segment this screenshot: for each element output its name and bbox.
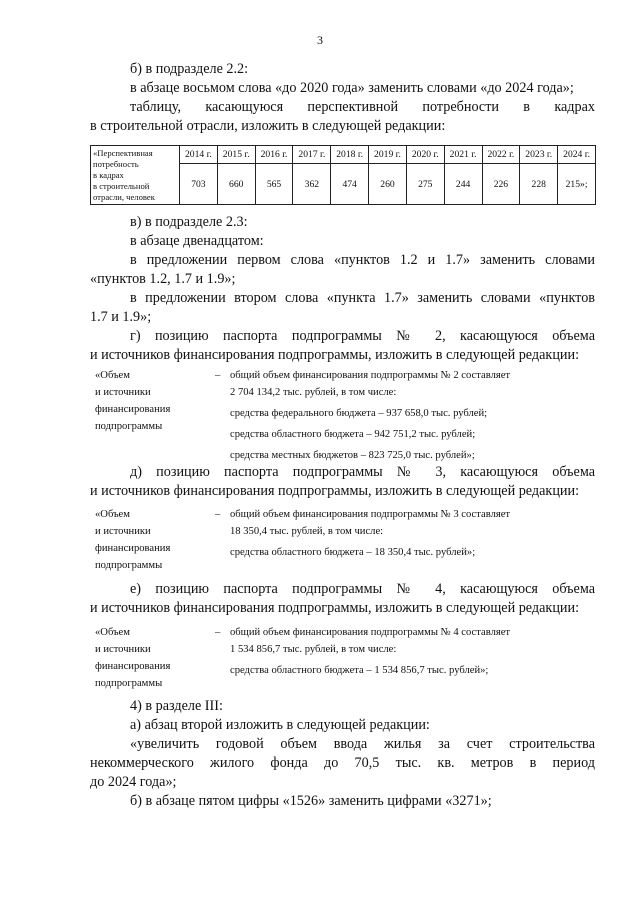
passport-value-line: средства местных бюджетов – 823 725,0 тыс. рублей»; bbox=[230, 450, 475, 461]
passport-label-line: подпрограммы bbox=[95, 678, 163, 689]
paragraph-abzac-12: в абзаце двенадцатом: bbox=[130, 233, 264, 249]
passport-value-line: общий объем финансирования подпрограммы № 3 составляет bbox=[230, 509, 511, 520]
table-row-header bbox=[91, 146, 180, 205]
value-cell: 703 bbox=[180, 164, 218, 205]
passport-label-line: подпрограммы bbox=[95, 421, 163, 432]
year-cell: 2015 г. bbox=[217, 146, 255, 164]
paragraph-item-b: б) в абзаце пятом цифры «1526» заменить цифрами «3271»; bbox=[130, 793, 492, 809]
paragraph-item-a: а) абзац второй изложить в следующей редакции: bbox=[130, 717, 430, 733]
row-header-line: отрасли, человек bbox=[93, 191, 155, 202]
paragraph-table-intro-1: таблицу, касающуюся перспективной потребности в кадрах bbox=[130, 99, 595, 115]
year-cell: 2020 г. bbox=[406, 146, 444, 164]
value-cell: 362 bbox=[293, 164, 331, 205]
paragraph-sentence-2-a: в предложении втором слова «пункта 1.7» заменить словами «пунктов bbox=[130, 290, 595, 306]
paragraph-section-3: 4) в разделе III: bbox=[130, 698, 223, 714]
year-cell: 2022 г. bbox=[482, 146, 520, 164]
passport-value-line: средства федерального бюджета – 937 658,0 тыс. рублей; bbox=[230, 408, 488, 419]
passport-label-line: и источники bbox=[95, 644, 151, 655]
passport-label bbox=[95, 506, 205, 574]
passport-value-line: средства областного бюджета – 1 534 856,7 тыс. рублей»; bbox=[230, 665, 489, 676]
year-cell: 2023 г. bbox=[520, 146, 558, 164]
passport-label-line: «Объем bbox=[95, 509, 130, 520]
year-cell: 2024 г. bbox=[558, 146, 596, 164]
value-cell: 244 bbox=[444, 164, 482, 205]
staff-needs-table bbox=[90, 145, 596, 205]
year-cell: 2019 г. bbox=[369, 146, 407, 164]
passport-value-line: общий объем финансирования подпрограммы № 4 составляет bbox=[230, 627, 511, 638]
year-cell: 2018 г. bbox=[331, 146, 369, 164]
paragraph-sentence-1-b: «пунктов 1.2, 1.7 и 1.9»; bbox=[90, 271, 236, 287]
passport-label-line: «Объем bbox=[95, 370, 130, 381]
passport-value-line: средства областного бюджета – 942 751,2 тыс. рублей; bbox=[230, 429, 476, 440]
row-header-line: в кадрах bbox=[93, 169, 124, 180]
passport-value-line: 2 704 134,2 тыс. рублей, в том числе: bbox=[230, 387, 397, 398]
year-cell: 2016 г. bbox=[255, 146, 293, 164]
passport-label-line: финансирования bbox=[95, 404, 171, 415]
year-cell: 2017 г. bbox=[293, 146, 331, 164]
paragraph-item-d-b: и источников финансирования подпрограммы, изложить в следующей редакции: bbox=[90, 483, 580, 499]
passport-label-line: финансирования bbox=[95, 543, 171, 554]
passport-label-line: «Объем bbox=[95, 627, 130, 638]
value-cell: 660 bbox=[217, 164, 255, 205]
passport-values bbox=[230, 367, 600, 464]
paragraph-quote-1: «увеличить годовой объем ввода жилья за счет строительства bbox=[130, 736, 595, 752]
value-cell: 228 bbox=[520, 164, 558, 205]
passport-label bbox=[95, 624, 205, 692]
passport-value-line: общий объем финансирования подпрограммы № 2 составляет bbox=[230, 370, 511, 381]
paragraph-abzac-8: в абзаце восьмом слова «до 2020 года» заменить словами «до 2024 года»; bbox=[130, 80, 574, 96]
value-cell: 215»; bbox=[558, 164, 596, 205]
year-cell: 2014 г. bbox=[180, 146, 218, 164]
value-cell: 260 bbox=[369, 164, 407, 205]
paragraph-subsection-2-2: б) в подразделе 2.2: bbox=[130, 61, 249, 77]
table-header-row bbox=[91, 146, 596, 164]
page-number: 3 bbox=[317, 33, 323, 47]
passport-label-line: финансирования bbox=[95, 661, 171, 672]
value-cell: 565 bbox=[255, 164, 293, 205]
passport-value-line: 1 534 856,7 тыс. рублей, в том числе: bbox=[230, 644, 397, 655]
paragraph-subsection-2-3: в) в подразделе 2.3: bbox=[130, 214, 248, 230]
paragraph-item-g-b: и источников финансирования подпрограммы, изложить в следующей редакции: bbox=[90, 347, 580, 363]
passport-dash: – bbox=[215, 370, 221, 381]
paragraph-sentence-2-b: 1.7 и 1.9»; bbox=[90, 309, 152, 325]
row-header-line: потребность bbox=[93, 158, 139, 169]
year-cell: 2021 г. bbox=[444, 146, 482, 164]
passport-value-line: 18 350,4 тыс. рублей, в том числе: bbox=[230, 526, 384, 537]
passport-value-line: средства областного бюджета – 18 350,4 тыс. рублей»; bbox=[230, 547, 476, 558]
paragraph-item-e-b: и источников финансирования подпрограммы, изложить в следующей редакции: bbox=[90, 600, 580, 616]
passport-label bbox=[95, 367, 205, 435]
paragraph-item-g-a: г) позицию паспорта подпрограммы № 2, касающуюся объема bbox=[130, 328, 595, 344]
value-cell: 474 bbox=[331, 164, 369, 205]
passport-values bbox=[230, 624, 600, 679]
passport-label-line: и источники bbox=[95, 387, 151, 398]
paragraph-item-e-a: е) позицию паспорта подпрограммы № 4, касающуюся объема bbox=[130, 581, 595, 597]
paragraph-quote-3: до 2024 года»; bbox=[90, 774, 177, 790]
passport-dash: – bbox=[215, 509, 221, 520]
row-header-line: «Перспективная bbox=[93, 147, 153, 158]
value-cell: 275 bbox=[406, 164, 444, 205]
paragraph-quote-2: некоммерческого жилого фонда до 70,5 тыс. кв. метров в период bbox=[90, 755, 595, 771]
paragraph-table-intro-2: в строительной отрасли, изложить в следующей редакции: bbox=[90, 118, 446, 134]
value-cell: 226 bbox=[482, 164, 520, 205]
passport-label-line: подпрограммы bbox=[95, 560, 163, 571]
passport-values bbox=[230, 506, 600, 561]
paragraph-sentence-1-a: в предложении первом слова «пунктов 1.2 и 1.7» заменить словами bbox=[130, 252, 595, 268]
passport-dash: – bbox=[215, 627, 221, 638]
row-header-line: в строительной bbox=[93, 180, 150, 191]
passport-label-line: и источники bbox=[95, 526, 151, 537]
paragraph-item-d-a: д) позицию паспорта подпрограммы № 3, касающуюся объема bbox=[130, 464, 595, 480]
